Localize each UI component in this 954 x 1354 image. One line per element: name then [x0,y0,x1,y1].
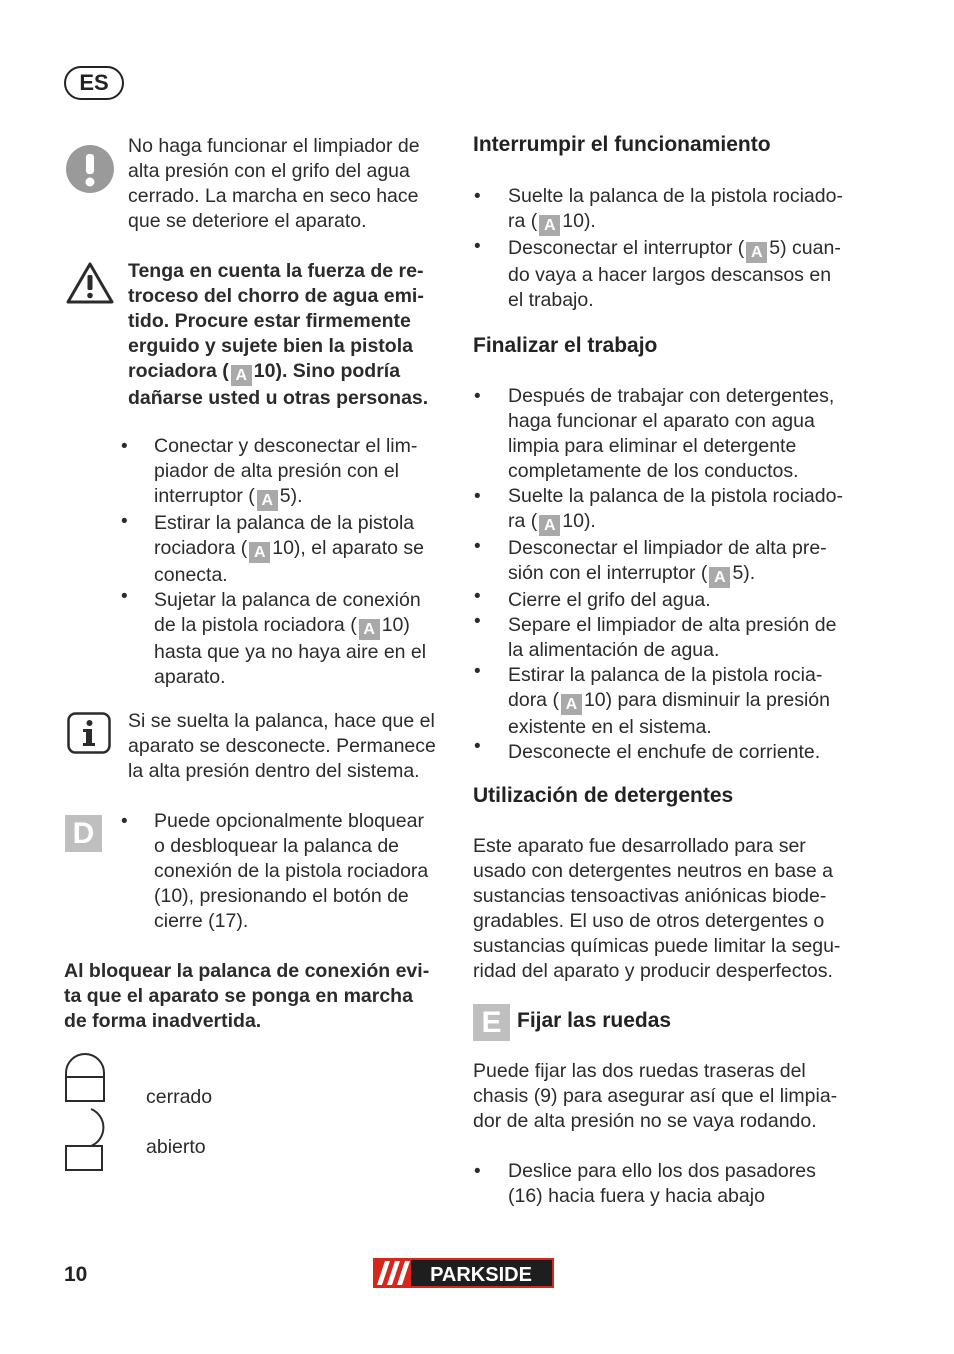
warning-line: troceso del chorro de agua emi- [128,285,424,307]
warning-line: erguido y sujete bien la pistola [128,335,413,357]
exclamation-icon [66,145,114,193]
list-item: Cierre el grifo del agua. [508,589,711,611]
figure-ref-badge: A [231,365,252,386]
list-item: Separe el limpiador de alta presión de [508,614,837,636]
figure-ref-badge: A [249,542,270,563]
note-line: cerrado. La marcha en seco hace [128,185,419,207]
list-item: Conectar y desconectar el lim- [154,435,418,457]
figure-ref-badge: A [539,215,560,236]
bullet-marker: • [474,736,481,757]
figure-ref-badge: A [561,694,582,715]
heading-detergentes: Utilización de detergentes [473,784,734,807]
wheels-paragraph [473,1059,837,1134]
list-item: hasta que ya no haya aire en el [154,641,427,663]
notice-line: ta que el aparato se ponga en marcha [64,985,413,1007]
bullet-marker: • [474,586,481,607]
list-item: completamente de los conductos. [508,460,799,482]
list-item: conexión de la pistola rociadora [154,860,429,882]
figure-ref-badge: A [257,490,278,511]
paragraph-line: usado con detergentes neutros en base a [473,860,833,882]
paragraph-line: sustancias químicas puede limitar la segu- [473,935,841,957]
list-item: ra ( A 10). [508,510,596,534]
paragraph-line: ridad del aparato y producir desperfectos. [473,960,833,982]
list-item: conecta. [154,564,228,586]
list-item: existente en el sistema. [508,716,712,738]
info-line: aparato se desconecte. Permanece [128,735,436,757]
list-item: piador de alta presión con el [154,460,399,482]
bullet-marker: • [474,611,481,632]
list-item: Desconectar el limpiador de alta pre- [508,537,827,559]
list-item: (16) hacia fuera y hacia abajo [508,1185,765,1207]
list-item: haga funcionar el aparato con agua [508,410,815,432]
list-item: o desbloquear la palanca de [154,835,400,857]
notice-line: Al bloquear la palanca de conexión evi- [64,960,430,982]
warning-line: tido. Procure estar firmemente [128,310,411,332]
warning-triangle-icon [66,261,114,305]
list-item: dora ( A 10) para disminuir la presión [508,689,830,713]
paragraph-line: dor de alta presión no se vaya rodando. [473,1110,817,1132]
list-item: la alimentación de agua. [508,639,720,661]
notice-line: de forma inadvertida. [64,1010,262,1032]
bullet-marker: • [474,236,481,257]
figure-ref-badge: A [359,619,380,640]
heading-finalizar: Finalizar el trabajo [473,334,658,357]
heading-interrumpir: Interrumpir el funcionamiento [473,133,771,156]
figure-ref-badge: A [746,242,767,263]
operation-steps [154,434,426,690]
list-item: Suelte la palanca de la pistola rociado- [508,485,843,507]
list-item: Deslice para ello los dos pasadores [508,1160,816,1182]
heading-ruedas: Fijar las ruedas [517,1009,672,1032]
bullet-marker: • [474,486,481,507]
list-item: interruptor ( A 5). [154,485,303,509]
bullet-marker: • [121,436,128,457]
wheels-step [508,1159,816,1209]
note-line: alta presión con el grifo del agua [128,160,410,182]
bullet-marker: • [474,386,481,407]
list-item: Desconectar el interruptor ( A 5) cuan- [508,237,841,261]
list-item: ra ( A 10). [508,210,596,234]
bullet-marker: • [474,186,481,207]
bullet-marker: • [121,511,128,532]
bullet-marker: • [474,661,481,682]
list-item: Después de trabajar con detergentes, [508,385,835,407]
list-item: el trabajo. [508,289,594,311]
brand-name: PARKSIDE [430,1264,532,1286]
list-item: Sujetar la palanca de conexión [154,589,421,611]
info-note [128,709,436,784]
finish-steps [508,384,843,765]
info-icon [67,712,111,754]
list-item: (10), presionando el botón de [154,885,409,907]
list-item: Estirar la palanca de la pistola [154,512,415,534]
list-item: sión con el interruptor ( A 5). [508,562,756,586]
note-line: que se deteriore el aparato. [128,210,367,232]
paragraph-line: Este aparato fue desarrollado para ser [473,835,806,857]
warning-line: rociadora ( A 10). Sino podría [128,360,401,384]
detergent-paragraph [473,834,840,984]
list-item: cierre (17). [154,910,249,932]
section-e-badge: E [473,1004,510,1041]
list-item: do vaya a hacer largos descansos en [508,264,832,286]
figure-ref-badge: A [709,567,730,588]
list-item: rociadora ( A 10), el aparato se [154,537,424,561]
note-line: No haga funcionar el limpiador de [128,135,420,157]
paragraph-line: gradables. El uso de otros detergentes o [473,910,825,932]
paragraph-line: sustancias tensoactivas aniónicas biode- [473,885,827,907]
info-line: la alta presión dentro del sistema. [128,760,420,782]
bullet-marker: • [474,1161,481,1182]
figure-ref-badge: A [539,515,560,536]
list-item: aparato. [154,666,226,688]
list-item: Suelte la palanca de la pistola rociado- [508,185,843,207]
bullet-marker: • [121,811,128,832]
list-item: Estirar la palanca de la pistola rocia- [508,664,823,686]
closed-label: cerrado [146,1086,213,1108]
paragraph-line: chasis (9) para asegurar así que el limpia- [473,1085,838,1107]
section-d-badge: D [65,815,102,852]
page-number: 10 [64,1263,88,1286]
bullet-marker: • [474,536,481,557]
recoil-warning [128,259,428,411]
list-item: Puede opcionalmente bloquear [154,810,424,832]
info-line: Si se suelta la palanca, hace que el [128,710,435,732]
bullet-marker: • [121,586,128,607]
dry-run-note [128,134,420,234]
open-label: abierto [146,1136,206,1158]
lock-instruction [154,809,428,934]
paragraph-line: Puede fijar las dos ruedas traseras del [473,1060,806,1082]
padlock-closed-icon [63,1053,107,1105]
list-item: limpia para eliminar el detergente [508,435,797,457]
list-item: de la pistola rociadora ( A 10) [154,614,410,638]
parkside-logo-icon [373,1258,554,1288]
warning-line: dañarse usted u otras personas. [128,387,429,409]
warning-line: Tenga en cuenta la fuerza de re- [128,260,424,282]
padlock-open-icon [63,1106,119,1174]
lock-notice [64,959,429,1034]
list-item: Desconecte el enchufe de corriente. [508,741,821,763]
interrupt-steps [508,184,843,313]
language-badge: ES [64,66,124,100]
